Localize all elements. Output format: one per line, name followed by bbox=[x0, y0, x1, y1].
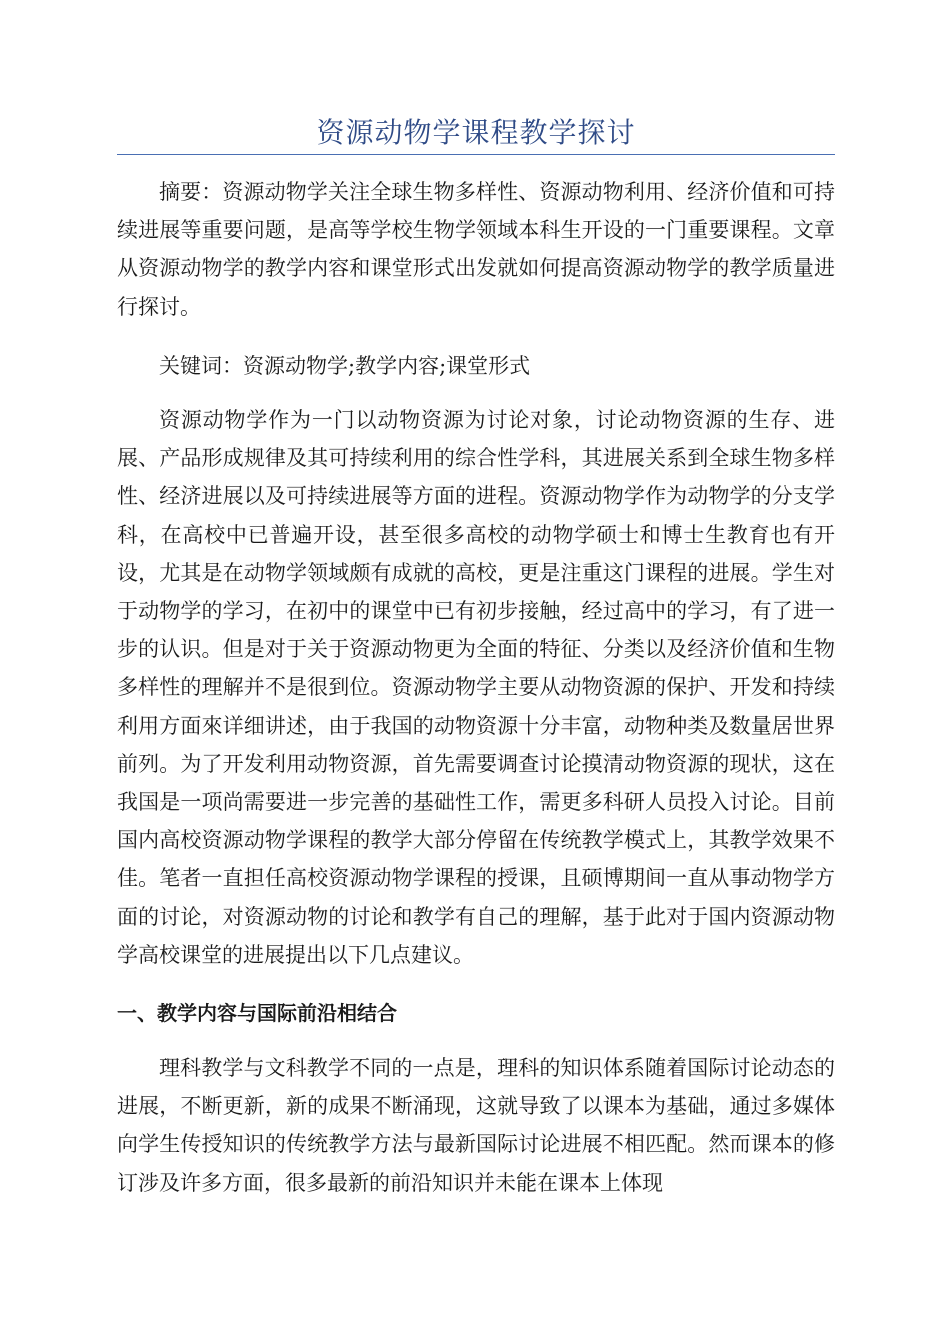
title-underline bbox=[117, 154, 835, 155]
keywords-line: 关键词：资源动物学;教学内容;课堂形式 bbox=[159, 353, 531, 378]
body-paragraph-1: 资源动物学作为一门以动物资源为讨论对象，讨论动物资源的生存、进展、产品形成规律及其可持续利用的综合性学科，其进展关系到全球生物多样性、经济进展以及可持续进展等方面的进程。资源动物学作为动物学的分支学科，在高校中已普遍开设，甚至很多高校的动物学硕士和博士生教育也有开设，尤其是在动物学领域颇有成就的高校，更是注重这门课程的进展。学生对于动物学的学习，在初中的课堂中已有初步接触，经过高中的学习，有了进一步的认识。但是对于关于资源动物更为全面的特征、分类以及经济价值和生物多样性的理解并不是很到位。资源动物学主要从动物资源的保护、开发和持续利用方面來详细讲述，由于我国的动物资源十分丰富，动物种类及数量居世界前列。为了开发利用动物资源，首先需要调查讨论摸清动物资源的现状，这在我国是一项尚需要进一步完善的基础性工作，需更多科研人员投入讨论。目前国内高校资源动物学课程的教学大部分停留在传统教学模式上，其教学效果不佳。笔者一直担任高校资源动物学课程的授课，且硕博期间一直从事动物学方面的讨论，对资源动物的讨论和教学有自己的理解，基于此对于国内资源动物学高校课堂的进展提出以下几点建议。 bbox=[117, 408, 835, 967]
section-heading-1: 一、教学内容与国际前沿相结合 bbox=[117, 1001, 397, 1026]
document-title: 资源动物学课程教学探讨 bbox=[316, 116, 636, 149]
document-body bbox=[117, 173, 835, 1202]
abstract-paragraph: 摘要：资源动物学关注全球生物多样性、资源动物利用、经济价值和可持续进展等重要问题，是高等学校生物学领域本科生开设的一门重要课程。文章从资源动物学的教学内容和课堂形式出发就如何提高资源动物学的教学质量进行探讨。 bbox=[117, 180, 835, 319]
body-paragraph-2: 理科教学与文科教学不同的一点是，理科的知识体系随着国际讨论动态的进展，不断更新，新的成果不断涌现，这就导致了以课本为基础，通过多媒体向学生传授知识的传统教学方法与最新国际讨论进展不相匹配。然而课本的修订涉及许多方面，很多最新的前沿知识并未能在课本上体现 bbox=[117, 1056, 835, 1195]
